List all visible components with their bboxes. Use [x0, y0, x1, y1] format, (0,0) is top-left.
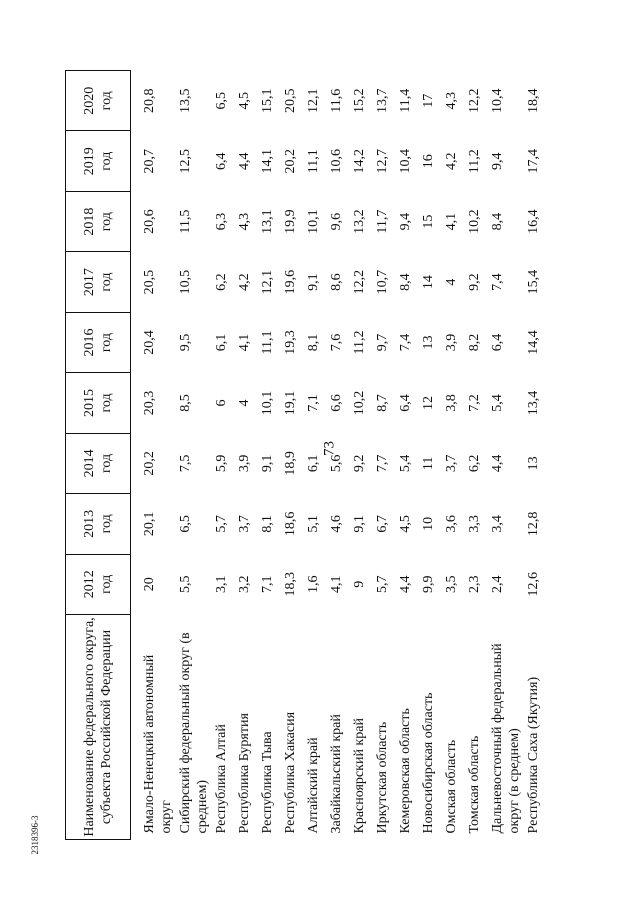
region-name-cell: Республика Тыва — [260, 731, 275, 834]
year-word: год — [99, 212, 114, 232]
value-cell: 5,6 — [329, 454, 344, 473]
value-cell: 2,3 — [467, 575, 482, 594]
header-year — [66, 191, 131, 251]
value-cell: 10,7 — [375, 269, 390, 295]
value-cell: 4,3 — [444, 92, 459, 110]
value-cell: 4,3 — [237, 212, 252, 231]
value-cell: 20,8 — [142, 88, 157, 113]
value-cell: 6,7 — [375, 515, 390, 533]
year-number: 2012 — [82, 570, 97, 599]
value-cell: 12,2 — [352, 269, 367, 295]
value-cell: 4,2 — [444, 152, 459, 170]
table-row — [525, 71, 548, 840]
value-cell: 11,1 — [306, 149, 321, 174]
table-row — [213, 71, 236, 840]
value-cell: 12,1 — [306, 88, 321, 113]
value-cell: 18,9 — [283, 451, 298, 476]
value-cell: 9,2 — [467, 273, 482, 291]
value-cell: 11,7 — [375, 209, 390, 234]
value-cell: 20,2 — [142, 451, 157, 476]
year-word: год — [99, 272, 114, 292]
region-name-cell: Алтайский край — [306, 737, 321, 834]
value-cell: 3,7 — [444, 454, 459, 473]
value-cell: 4,1 — [444, 212, 459, 231]
value-cell: 3,9 — [237, 454, 252, 473]
page-number: 73 — [321, 441, 338, 456]
value-cell: 19,1 — [283, 390, 298, 416]
value-cell: 20,1 — [142, 511, 157, 537]
header-year — [66, 312, 131, 372]
value-cell: 12,1 — [260, 269, 275, 295]
value-cell: 4,4 — [490, 454, 505, 473]
header-year — [66, 433, 131, 493]
table-row — [420, 71, 443, 840]
table-row — [177, 71, 213, 840]
value-cell: 14,2 — [352, 148, 367, 174]
value-cell: 5,7 — [214, 515, 229, 533]
value-cell: 9,1 — [306, 273, 321, 291]
value-cell: 10,1 — [306, 209, 321, 234]
value-cell: 9,6 — [329, 212, 344, 231]
value-cell: 9,9 — [421, 575, 436, 594]
region-name-cell: Республика Саха (Якутия) — [526, 676, 541, 834]
value-cell: 3,3 — [467, 515, 482, 533]
value-cell: 5,5 — [178, 575, 193, 594]
year-number: 2014 — [82, 449, 97, 478]
value-cell: 13,1 — [260, 209, 275, 234]
value-cell: 7,6 — [329, 333, 344, 352]
year-word: год — [99, 453, 114, 473]
region-name-cell: Омская область — [444, 739, 459, 834]
region-name-cell: Дальневосточный федеральный округ (в среднем) — [490, 643, 522, 834]
value-cell: 13 — [526, 456, 541, 471]
value-cell: 9,1 — [352, 515, 367, 533]
value-cell: 8,2 — [467, 333, 482, 352]
value-cell: 9,1 — [260, 454, 275, 473]
value-cell: 9,5 — [178, 333, 193, 352]
value-cell: 16,4 — [526, 209, 541, 234]
value-cell: 13,5 — [178, 88, 193, 113]
table-row — [131, 71, 178, 840]
value-cell: 20,6 — [142, 209, 157, 234]
value-cell: 9,2 — [352, 454, 367, 473]
value-cell: 12,5 — [178, 148, 193, 174]
region-name-cell: Ямало-Ненецкий автономный округ — [142, 654, 174, 834]
value-cell: 10,6 — [329, 148, 344, 174]
region-name-cell: Томская область — [467, 735, 482, 834]
value-cell: 6 — [214, 399, 229, 407]
value-cell: 15,1 — [260, 88, 275, 113]
region-name-cell: Забайкальский край — [329, 714, 344, 834]
value-cell: 4,5 — [398, 515, 413, 533]
table-row — [397, 71, 420, 840]
value-cell: 4,2 — [237, 273, 252, 291]
value-cell: 14,4 — [526, 330, 541, 355]
value-cell: 19,6 — [283, 269, 298, 295]
value-cell: 6,4 — [214, 152, 229, 170]
value-cell: 20,5 — [283, 88, 298, 113]
value-cell: 9,4 — [398, 212, 413, 231]
header-year — [66, 71, 131, 132]
value-cell: 15,2 — [352, 88, 367, 113]
value-cell: 6,5 — [214, 92, 229, 110]
value-cell: 5,4 — [490, 394, 505, 412]
table-row — [351, 71, 374, 840]
header-year — [66, 373, 131, 433]
value-cell: 11,6 — [329, 88, 344, 113]
value-cell: 10,4 — [398, 148, 413, 174]
value-cell: 10 — [421, 516, 436, 531]
value-cell: 5,9 — [214, 454, 229, 473]
value-cell: 13 — [421, 335, 436, 350]
region-name-cell: Красноярский край — [352, 718, 367, 834]
region-name-cell: Республика Хакасия — [283, 711, 298, 834]
value-cell: 6,5 — [178, 515, 193, 533]
value-cell: 20 — [142, 577, 157, 592]
table-row — [489, 71, 525, 840]
value-cell: 9,7 — [375, 333, 390, 352]
value-cell: 3,5 — [444, 575, 459, 594]
value-cell: 12 — [421, 395, 436, 410]
value-cell: 5,4 — [398, 454, 413, 473]
value-cell: 7,5 — [178, 454, 193, 473]
value-cell: 3,8 — [444, 394, 459, 412]
year-number: 2020 — [82, 86, 97, 115]
value-cell: 18,3 — [283, 572, 298, 597]
value-cell: 6,4 — [398, 394, 413, 412]
header-row — [66, 71, 131, 840]
value-cell: 19,9 — [283, 209, 298, 234]
value-cell: 3,4 — [490, 515, 505, 533]
year-number: 2017 — [82, 268, 97, 297]
value-cell: 3,9 — [444, 333, 459, 352]
year-number: 2016 — [82, 328, 97, 357]
value-cell: 9 — [352, 580, 367, 588]
year-number: 2015 — [82, 388, 97, 417]
value-cell: 7,2 — [467, 394, 482, 412]
value-cell: 4,1 — [329, 575, 344, 594]
value-cell: 7,7 — [375, 454, 390, 473]
year-word: год — [99, 332, 114, 353]
value-cell: 20,4 — [142, 330, 157, 355]
header-year — [66, 252, 131, 312]
value-cell: 12,6 — [526, 572, 541, 597]
value-cell: 15 — [421, 214, 436, 229]
table-row — [328, 71, 351, 840]
table-row — [305, 71, 328, 840]
region-name-cell: Кемеровская область — [398, 708, 413, 834]
value-cell: 10,4 — [490, 88, 505, 113]
value-cell: 4,4 — [237, 152, 252, 170]
header-year — [66, 554, 131, 614]
value-cell: 6,6 — [329, 394, 344, 412]
value-cell: 11,5 — [178, 209, 193, 234]
value-cell: 11,2 — [467, 149, 482, 174]
year-number: 2019 — [82, 147, 97, 176]
value-cell: 11,1 — [260, 330, 275, 355]
table-row — [443, 71, 466, 840]
value-cell: 10,2 — [352, 390, 367, 416]
value-cell: 10,1 — [260, 390, 275, 416]
value-cell: 12,8 — [526, 511, 541, 537]
value-cell: 4,1 — [237, 333, 252, 352]
value-cell: 12,7 — [375, 148, 390, 174]
value-cell: 7,1 — [306, 394, 321, 412]
value-cell: 20,7 — [142, 148, 157, 174]
region-name-cell: Республика Бурятия — [237, 713, 252, 834]
value-cell: 20,2 — [283, 148, 298, 174]
value-cell: 16 — [421, 154, 436, 169]
value-cell: 19,3 — [283, 330, 298, 355]
value-cell: 13,4 — [526, 390, 541, 416]
year-number: 2018 — [82, 207, 97, 236]
value-cell: 3,7 — [237, 515, 252, 533]
value-cell: 20,3 — [142, 390, 157, 416]
value-cell: 4,6 — [329, 515, 344, 533]
value-cell: 6,1 — [306, 454, 321, 473]
region-name-cell: Республика Алтай — [214, 724, 229, 834]
year-number: 2013 — [82, 509, 97, 538]
value-cell: 11,4 — [398, 88, 413, 113]
header-year — [66, 131, 131, 191]
value-cell: 3,1 — [214, 575, 229, 594]
year-word: год — [99, 393, 114, 413]
year-word: год — [99, 151, 114, 171]
data-table — [65, 70, 548, 840]
value-cell: 12,2 — [467, 88, 482, 113]
value-cell: 3,6 — [444, 515, 459, 533]
value-cell: 8,4 — [398, 273, 413, 291]
value-cell: 11,2 — [352, 330, 367, 355]
value-cell: 8,4 — [490, 212, 505, 231]
table-row — [236, 71, 259, 840]
value-cell: 6,2 — [467, 454, 482, 473]
region-name-cell: Иркутская область — [375, 721, 390, 834]
header-region-name: Наименование федерального округа, субъекта Российской Федерации — [66, 615, 131, 840]
document-code: 2318396-3 — [30, 815, 40, 855]
value-cell: 6,1 — [214, 333, 229, 352]
value-cell: 4,4 — [398, 575, 413, 594]
table-row — [282, 71, 305, 840]
table-body — [131, 71, 549, 840]
value-cell: 6,4 — [490, 333, 505, 352]
rotated-table-container — [65, 70, 595, 840]
value-cell: 14 — [421, 275, 436, 290]
value-cell: 8,6 — [329, 273, 344, 291]
year-word: год — [99, 514, 114, 534]
region-name-cell: Сибирский федеральный округ (в среднем) — [178, 632, 210, 834]
table-row — [259, 71, 282, 840]
value-cell: 5,7 — [375, 575, 390, 594]
value-cell: 13,7 — [375, 88, 390, 113]
value-cell: 13,2 — [352, 209, 367, 234]
value-cell: 7,4 — [490, 273, 505, 291]
header-year — [66, 494, 131, 554]
value-cell: 10,5 — [178, 269, 193, 295]
region-name-cell: Новосибирская область — [421, 692, 436, 834]
value-cell: 17 — [421, 93, 436, 108]
value-cell: 4 — [237, 399, 252, 407]
value-cell: 20,5 — [142, 269, 157, 295]
value-cell: 5,1 — [306, 515, 321, 533]
value-cell: 18,6 — [283, 511, 298, 537]
value-cell: 4,5 — [237, 92, 252, 110]
value-cell: 15,4 — [526, 269, 541, 295]
value-cell: 8,1 — [260, 515, 275, 533]
value-cell: 11 — [421, 456, 436, 471]
value-cell: 18,4 — [526, 88, 541, 113]
table-row — [374, 71, 397, 840]
value-cell: 9,4 — [490, 152, 505, 170]
table-row — [466, 71, 489, 840]
value-cell: 14,1 — [260, 148, 275, 174]
value-cell: 7,4 — [398, 333, 413, 352]
value-cell: 7,1 — [260, 575, 275, 594]
value-cell: 8,7 — [375, 394, 390, 412]
value-cell: 4 — [444, 278, 459, 286]
value-cell: 1,6 — [306, 575, 321, 594]
value-cell: 3,2 — [237, 575, 252, 594]
value-cell: 2,4 — [490, 575, 505, 594]
value-cell: 17,4 — [526, 148, 541, 174]
value-cell: 10,2 — [467, 209, 482, 234]
year-word: год — [99, 91, 114, 111]
value-cell: 6,3 — [214, 212, 229, 231]
year-word: год — [99, 574, 114, 594]
value-cell: 8,1 — [306, 333, 321, 352]
value-cell: 8,5 — [178, 394, 193, 412]
value-cell: 6,2 — [214, 273, 229, 291]
